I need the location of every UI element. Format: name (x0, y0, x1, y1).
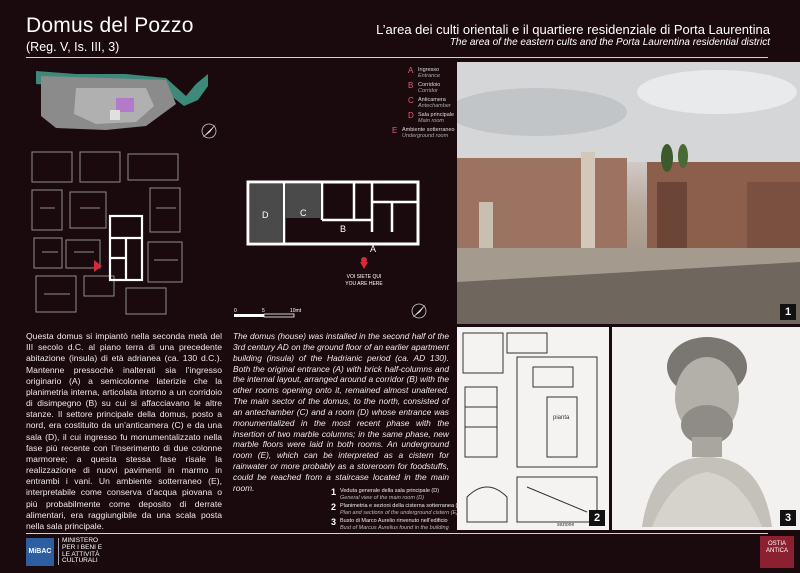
svg-text:sezione: sezione (557, 522, 575, 528)
image-badge-2: 2 (589, 510, 605, 526)
header-divider (26, 57, 768, 58)
svg-text:10mt: 10mt (290, 308, 302, 314)
photo-main-room (457, 62, 800, 324)
you-are-here-it: VOI SIETE QUI (346, 274, 382, 280)
image-badge-3: 3 (780, 510, 796, 526)
svg-text:pianta: pianta (553, 415, 570, 421)
footer-divider (26, 533, 768, 534)
photo-bust-marcus-aurelius (612, 327, 800, 530)
domus-plan (242, 172, 432, 300)
plan-label-c: C (300, 208, 307, 218)
mibac-logo: MiBAC (26, 538, 54, 566)
caption-2: 2 Planimetria e sezioni della cisterna sotterranea (E) Plan and sections of the underground cistern (E) (331, 502, 463, 516)
svg-text:0: 0 (234, 308, 237, 314)
plan-label-d: D (262, 210, 269, 220)
legend-item-a: A Ingresso Entrance (408, 66, 441, 80)
site-locator-map (36, 66, 208, 138)
plan-label-b: B (340, 224, 347, 234)
north-arrow-icon-plan (408, 300, 430, 322)
you-are-here-en: YOU ARE HERE (345, 281, 383, 287)
north-arrow-icon (198, 120, 220, 142)
neighbourhood-plan (30, 148, 190, 318)
locator-highlight (116, 98, 134, 112)
legend (392, 66, 456, 141)
ministry-name: MINISTERO PER I BENI E LE ATTIVITÀ CULTURALI (58, 538, 102, 565)
page-subtitle: (Reg. V, Is. III, 3) (26, 40, 120, 54)
ostia-antica-logo: OSTIA ANTICA (760, 536, 794, 568)
svg-text:5: 5 (262, 308, 265, 314)
legend-item-b: B Corridoio Corridor (408, 81, 441, 95)
cistern-plan-illustration (457, 327, 609, 530)
description-english: The domus (house) was installed in the second half of the 3rd century AD on the ground floor of an earlier apartment building (insula) of the Hadrianic period (ca. AD 130). Both the original entrance (A) with brick half-columns and the internal layout, arranged around a corridor (B) with the other rooms opening onto it, remained almost unaltered. The main sector of the domus, to the north, consisted of an antechamber (C) and a room (D) whose entrance was monumentalized in the most recent phase with the insertion of two marble columns; in the same phase, new marble floors were laid in both rooms. An underground room (E), which can be interpreted as a cistern for rainwater or more probably as a storeroom for foodstuffs, could be reached from a staircase located in the main room. (233, 331, 449, 493)
scale-bar (232, 306, 342, 324)
description-italian: Questa domus si impiantò nella seconda metà del III secolo d.C. al piano terra di una precedente abitazione (insula) di età adrianea (ca. 130 d.C.). Mantenne pressoché inalterati sia l’ingresso originario (A) a semicolonne laterizie che la planimetria interna, articolata intorno a un corridoio di disimpegno (B) su cui si affacciavano le altre stanze. Il settore principale della domus, posto a nord, era costituito da un’anticamera (C) e da una sala (D), il cui ingresso fu monumentalizzato nella fase più recente con l’inserimento di due colonne marmoree; a questa stessa fase risale la realizzazione di nuovi pavimenti in marmo in entrambi i vani. Un ambiente sotterraneo (E), interpretabile come conserva d’acqua piovana o più probabilmente come deposito di derrate alimentari, era raggiungibile da una scala posta nella sala principale. (26, 331, 222, 531)
cistern-plan-drawing (457, 327, 609, 530)
legend-item-c: C Anticamera Antechamber (408, 96, 451, 110)
legend-item-d: D Sala principale Main room (408, 111, 455, 125)
caption-1: 1 Veduta generale della sala principale (D) General view of the main room (D) (331, 487, 440, 501)
page-title: Domus del Pozzo (26, 14, 194, 37)
ruins-photo-illustration (457, 62, 800, 324)
image-badge-1: 1 (780, 304, 796, 320)
district-title-it: L’area dei culti orientali e il quartiere residenziale di Porta Laurentina (376, 22, 770, 37)
legend-item-e: E Ambiente sotterraneo Underground room (392, 126, 455, 140)
bust-illustration (612, 327, 800, 530)
district-title-en: The area of the eastern cults and the Porta Laurentina residential district (449, 37, 770, 48)
caption-3: 3 Busto di Marco Aurelio rinvenuto nell’edificio Bust of Marcus Aurelius found in the building (331, 517, 449, 531)
plan-label-a: A (370, 244, 377, 254)
